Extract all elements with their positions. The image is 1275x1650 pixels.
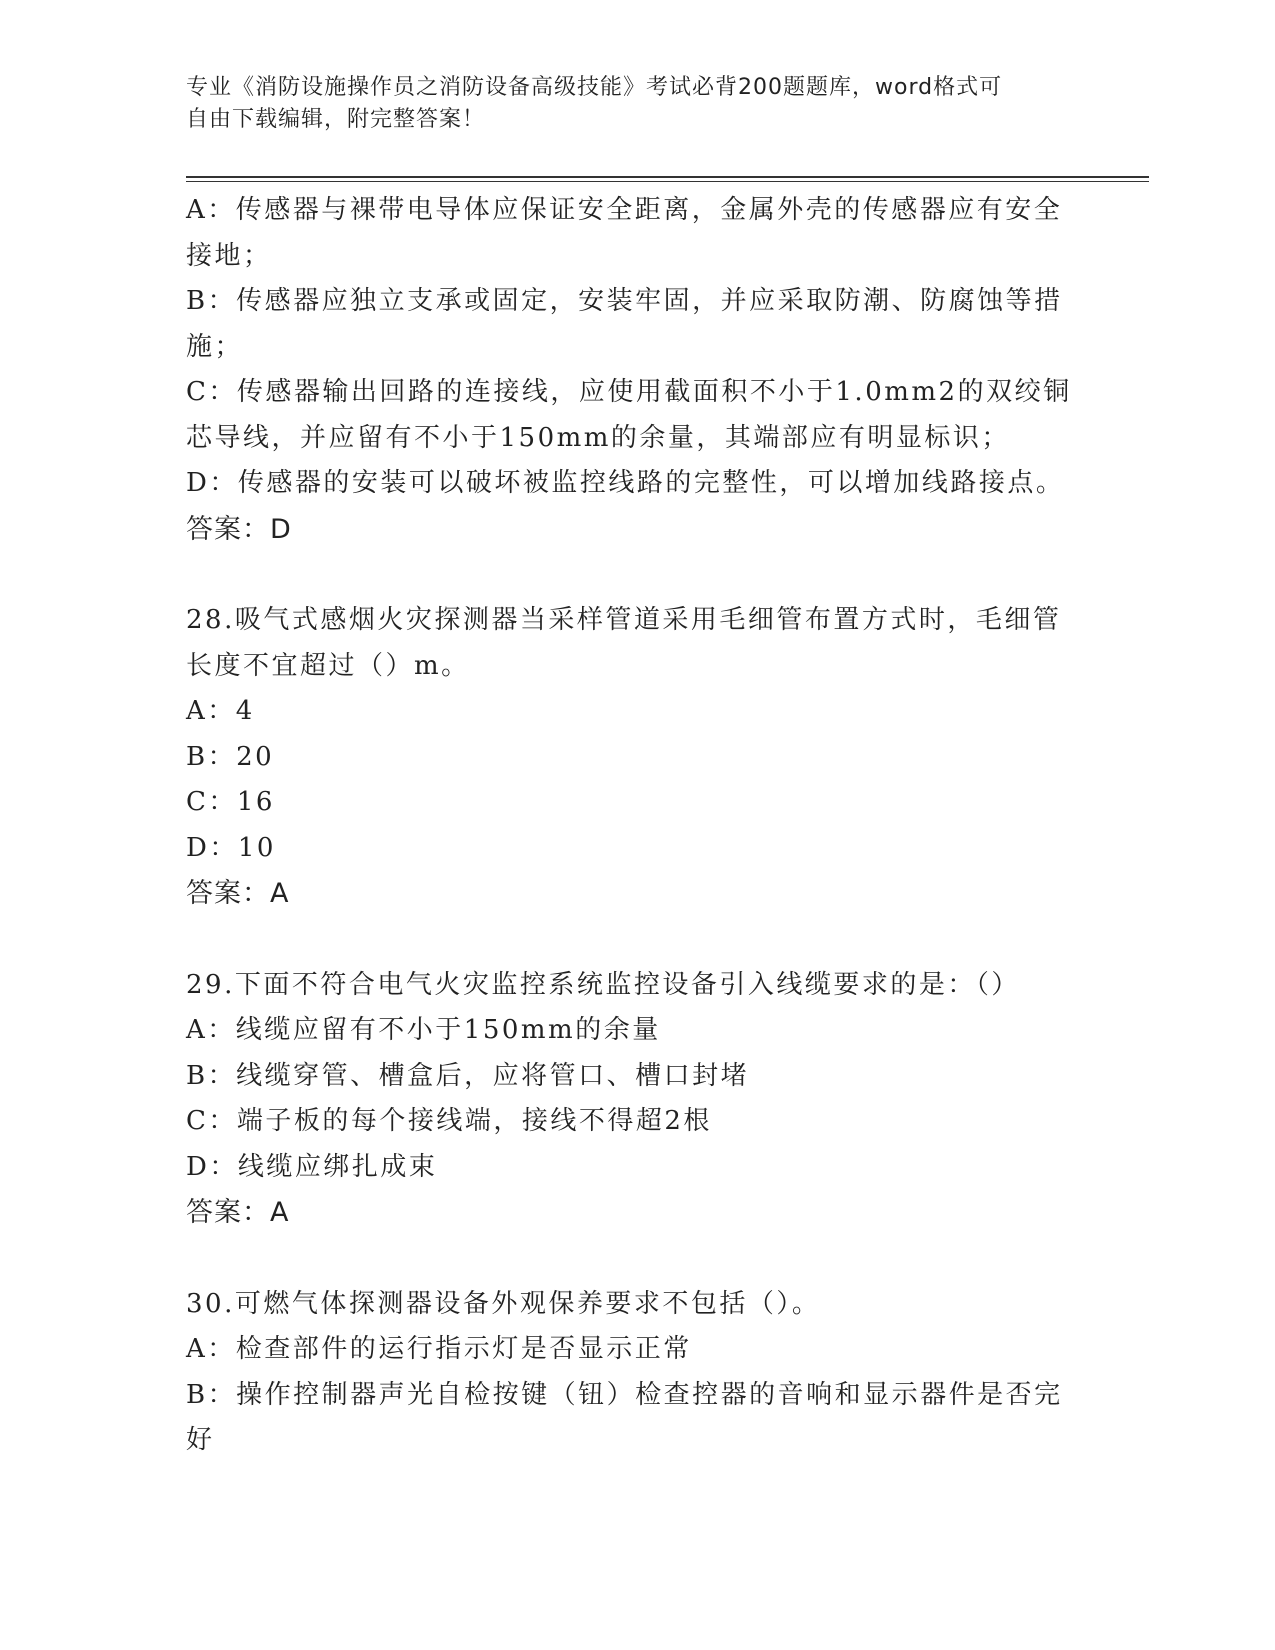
answer-label: 答案：A <box>186 878 290 909</box>
question-stem-line-1: 28.吸气式感烟火灾探测器当采样管道采用毛细管布置方式时，毛细管 <box>186 605 1062 635</box>
document-header <box>186 72 1066 136</box>
option-b: B：线缆穿管、槽盒后，应将管口、槽口封堵 <box>186 1060 750 1091</box>
document-body <box>186 188 1086 1464</box>
option-d: D：线缆应绑扎成束 <box>186 1151 438 1182</box>
option-a-line-2: 接地； <box>186 240 272 271</box>
option-c-line-1: C：传感器输出回路的连接线，应使用截面积不小于1.0mm2的双绞铜 <box>186 377 1072 407</box>
question-27 <box>186 188 1086 552</box>
option-c: C：端子板的每个接线端，接线不得超2根 <box>186 1106 712 1136</box>
header-line-2: 自由下载编辑，附完整答案！ <box>186 107 486 132</box>
question-stem: 30.可燃气体探测器设备外观保养要求不包括（）。 <box>186 1288 821 1319</box>
option-b-line-1: B：传感器应独立支承或固定，安装牢固，并应采取防潮、防腐蚀等措 <box>186 286 1063 316</box>
option-c: C：16 <box>186 787 275 817</box>
option-b-line-2: 好 <box>186 1425 215 1455</box>
header-rule-thick <box>186 176 1149 178</box>
question-spacer <box>186 552 1086 598</box>
option-b: B：20 <box>186 741 275 772</box>
question-spacer <box>186 917 1086 963</box>
question-28 <box>186 598 1086 917</box>
option-d: D：10 <box>186 832 276 863</box>
header-rule-thin <box>186 181 1149 182</box>
option-a: A：检查部件的运行指示灯是否显示正常 <box>186 1334 692 1364</box>
question-30 <box>186 1282 1086 1464</box>
option-d: D：传感器的安装可以破坏被监控线路的完整性，可以增加线路接点。 <box>186 468 1065 498</box>
option-a-line-1: A：传感器与裸带电导体应保证安全距离，金属外壳的传感器应有安全 <box>186 195 1063 225</box>
question-stem-line-2: 长度不宜超过（）m。 <box>186 650 470 681</box>
option-c-line-2: 芯导线，并应留有不小于150mm的余量，其端部应有明显标识； <box>186 422 1010 453</box>
header-line-1: 专业《消防设施操作员之消防设备高级技能》考试必背200题题库，word格式可 <box>186 75 1003 100</box>
option-a: A：线缆应留有不小于150mm的余量 <box>186 1015 661 1045</box>
option-b-line-1: B：操作控制器声光自检按键（钮）检查控器的音响和显示器件是否完 <box>186 1379 1063 1410</box>
question-29 <box>186 963 1086 1236</box>
option-a: A：4 <box>186 696 255 726</box>
option-b-line-2: 施； <box>186 331 244 362</box>
question-stem: 29.下面不符合电气火灾监控系统监控设备引入线缆要求的是：（） <box>186 969 1020 1000</box>
answer-label: 答案：A <box>186 1197 290 1228</box>
answer-label: 答案：D <box>186 513 292 545</box>
question-spacer <box>186 1236 1086 1282</box>
